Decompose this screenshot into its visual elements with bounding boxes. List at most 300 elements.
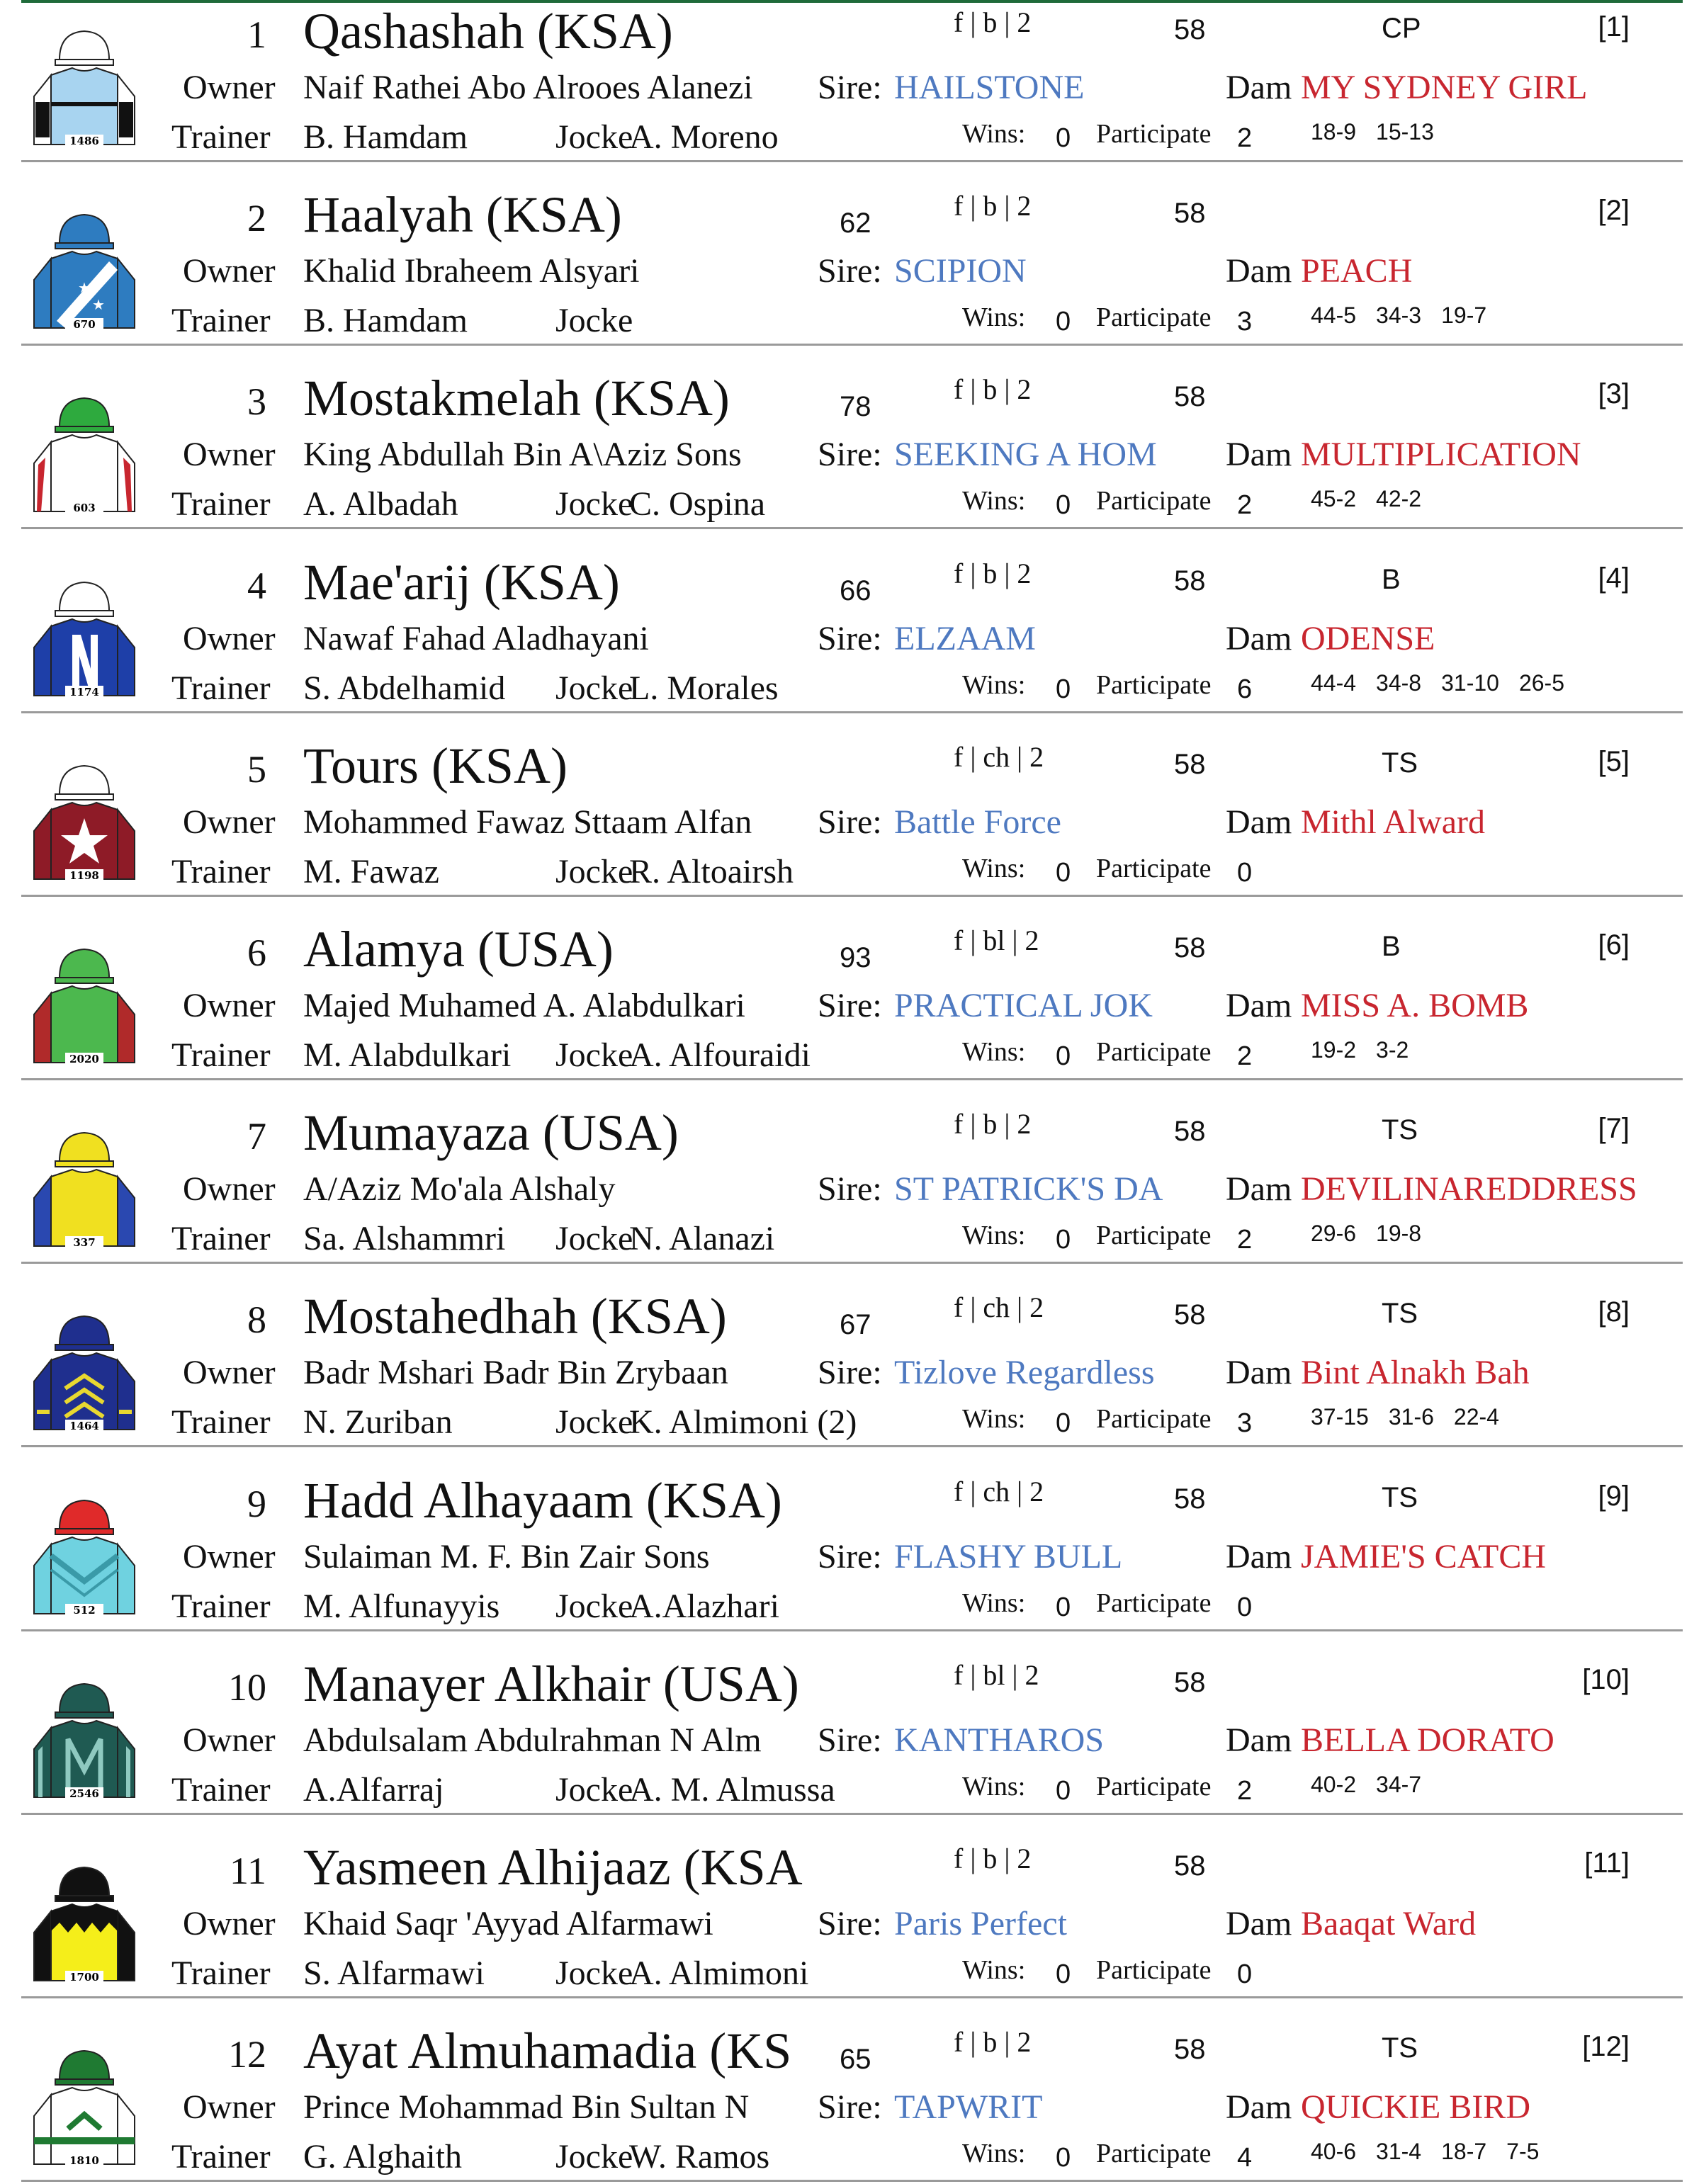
jockey-silk-icon (31, 202, 137, 335)
sex-color-age: f | b | 2 (954, 6, 1032, 38)
dam-label: Dam (1226, 1170, 1292, 1209)
jockey-label: Jocke (555, 852, 633, 890)
weight: 58 (1174, 14, 1206, 45)
sire-name: Paris Perfect (894, 1905, 1067, 1942)
wins-value: 0 (1056, 674, 1071, 704)
dam-label: Dam (1226, 2088, 1292, 2127)
trainer-label: Trainer (171, 852, 271, 890)
draw-position: [6] (1598, 929, 1630, 961)
owner-label: Owner (183, 69, 276, 106)
jockey-name: R. Altoairsh (629, 852, 794, 890)
row-divider (21, 527, 1683, 529)
participate-value: 2 (1237, 1041, 1253, 1071)
row-divider (21, 1813, 1683, 1815)
recent-form (1311, 120, 1454, 143)
jockey-name: C. Ospina (629, 485, 765, 524)
runner-number: 7 (247, 1115, 266, 1158)
form-result: 19-2 (1311, 1037, 1357, 1063)
owner-label: Owner (183, 252, 276, 290)
jockey-name: W. Ramos (629, 2138, 770, 2176)
sire-label: Sire: (813, 622, 882, 656)
runner-number: 3 (247, 380, 266, 424)
dam-label: Dam (1226, 803, 1292, 841)
recent-form (1311, 1039, 1428, 1061)
owner-name: Badr Mshari Badr Bin Zrybaan (303, 1354, 728, 1392)
dam-name: DEVILINAREDDRESS (1301, 1170, 1637, 1209)
rating: 78 (840, 391, 871, 423)
horse-name: Mumayaza (USA) (303, 1104, 679, 1162)
jockey-name: N. Alanazi (629, 1220, 775, 1258)
dam-name: MISS A. BOMB (1301, 987, 1529, 1024)
runner-entry (0, 1, 1699, 164)
trainer-label: Trainer (171, 1403, 271, 1442)
participate-value: 0 (1237, 857, 1253, 888)
row-divider (21, 895, 1683, 897)
trainer-label: Trainer (171, 1770, 271, 1809)
silk-number: 1486 (69, 135, 99, 147)
runner-entry (0, 2021, 1699, 2184)
trainer-name: A. Albadah (303, 485, 458, 524)
jockey-name: L. Morales (629, 669, 779, 707)
dam-label: Dam (1226, 1905, 1292, 1942)
silk-number: 1810 (69, 2154, 99, 2168)
silk-number: 337 (73, 1236, 96, 1250)
jockey-label: Jocke (555, 1403, 633, 1442)
sire-label: Sire: (813, 71, 882, 105)
wins-label: Wins: (962, 853, 1026, 883)
wins-label: Wins: (962, 2139, 1026, 2169)
dam-name: Bint Alnakh Bah (1301, 1354, 1530, 1392)
recent-form (1311, 487, 1441, 510)
wins-value: 0 (1056, 123, 1071, 153)
weight: 58 (1174, 1850, 1206, 1882)
sire-name: HAILSTONE (894, 69, 1085, 106)
form-result: 26-5 (1518, 669, 1564, 696)
horse-name: Tours (KSA) (303, 737, 568, 794)
rating: 67 (840, 1309, 871, 1341)
form-result: 18-9 (1311, 119, 1357, 145)
form-result: 15-13 (1376, 119, 1434, 145)
trainer-name: M. Alabdulkari (303, 1036, 512, 1074)
wins-value: 0 (1056, 307, 1071, 337)
owner-name: Prince Mohammad Bin Sultan N (303, 2088, 750, 2127)
participate-value: 0 (1237, 1592, 1253, 1622)
recent-form (1311, 1222, 1441, 1245)
equipment: TS (1382, 1114, 1418, 1146)
runner-number: 2 (247, 197, 266, 240)
row-divider (21, 344, 1683, 346)
silk-number: 512 (73, 1603, 96, 1617)
recent-form (1311, 1773, 1441, 1796)
equipment: TS (1382, 1481, 1418, 1513)
recent-form (1311, 2140, 1559, 2163)
draw-position: [8] (1598, 1296, 1630, 1328)
wins-label: Wins: (962, 1771, 1026, 1801)
row-divider (21, 2180, 1683, 2182)
owner-name: Khaid Saqr 'Ayyad Alfarmawi (303, 1905, 713, 1942)
weight: 58 (1174, 1116, 1206, 1148)
jockey-label: Jocke (555, 1587, 633, 1625)
wins-value: 0 (1056, 1959, 1071, 1989)
jockey-name: A. Moreno (629, 118, 779, 156)
trainer-name: B. Hamdam (303, 302, 468, 340)
weight: 58 (1174, 565, 1206, 596)
wins-value: 0 (1056, 2143, 1071, 2173)
equipment: B (1382, 563, 1401, 595)
participate-value: 2 (1237, 490, 1253, 521)
sex-color-age: f | b | 2 (954, 1108, 1032, 1141)
dam-label: Dam (1226, 69, 1292, 106)
rating: 93 (840, 942, 871, 973)
weight: 58 (1174, 1299, 1206, 1331)
jockey-name: A. Alfouraidi (629, 1036, 811, 1074)
recent-form (1311, 669, 1584, 696)
dam-label: Dam (1226, 619, 1292, 657)
draw-position: [9] (1598, 1480, 1630, 1512)
weight: 58 (1174, 198, 1206, 230)
jockey-name: A.Alazhari (629, 1587, 779, 1625)
owner-name: Abdulsalam Abdulrahman N Alm (303, 1721, 762, 1759)
sire-label: Sire: (813, 1172, 882, 1206)
horse-name: Manayer Alkhair (USA) (303, 1655, 799, 1712)
wins-value: 0 (1056, 1592, 1071, 1622)
owner-label: Owner (183, 1721, 276, 1759)
sire-name: Battle Force (894, 803, 1061, 841)
jockey-label: Jocke (555, 2138, 633, 2176)
participate-value: 2 (1237, 123, 1253, 153)
form-result: 31-10 (1441, 669, 1499, 696)
owner-name: Majed Muhamed A. Alabdulkari (303, 987, 745, 1024)
form-result: 40-6 (1311, 2139, 1357, 2165)
sex-color-age: f | ch | 2 (954, 740, 1044, 773)
dam-label: Dam (1226, 436, 1292, 474)
sire-label: Sire: (813, 1356, 882, 1390)
form-result: 44-4 (1311, 669, 1357, 696)
wins-label: Wins: (962, 669, 1026, 700)
jockey-label: Jocke (555, 485, 633, 524)
participate-value: 4 (1237, 2143, 1253, 2173)
owner-label: Owner (183, 2088, 276, 2127)
trainer-label: Trainer (171, 2138, 271, 2176)
wins-label: Wins: (962, 1221, 1026, 1251)
silk-number: 1464 (69, 1420, 99, 1433)
jockey-label: Jocke (555, 1954, 633, 1992)
participate-label: Participate (1096, 1955, 1212, 1985)
sire-label: Sire: (813, 1907, 882, 1941)
wins-value: 0 (1056, 490, 1071, 521)
trainer-label: Trainer (171, 1220, 271, 1258)
jockey-silk-icon (31, 1303, 137, 1437)
dam-name: QUICKIE BIRD (1301, 2088, 1530, 2127)
trainer-label: Trainer (171, 1587, 271, 1625)
weight: 58 (1174, 1483, 1206, 1515)
jockey-silk-icon (31, 2038, 137, 2171)
weight: 58 (1174, 1666, 1206, 1698)
sex-color-age: f | ch | 2 (954, 1475, 1044, 1507)
participate-value: 3 (1237, 307, 1253, 337)
silk-number: 1700 (69, 1971, 99, 1984)
runner-entry (0, 553, 1699, 715)
dam-name: MY SYDNEY GIRL (1301, 69, 1588, 106)
jockey-label: Jocke (555, 1770, 633, 1809)
owner-name: Sulaiman M. F. Bin Zair Sons (303, 1537, 710, 1575)
sire-name: SEEKING A HOM (894, 436, 1157, 474)
owner-label: Owner (183, 1905, 276, 1942)
row-divider (21, 160, 1683, 162)
runner-number: 5 (247, 747, 266, 791)
jockey-label: Jocke (555, 1220, 633, 1258)
row-divider (21, 1629, 1683, 1631)
form-result: 40-2 (1311, 1771, 1357, 1797)
runner-entry (0, 1103, 1699, 1266)
silk-number: 603 (73, 502, 96, 515)
sex-color-age: f | b | 2 (954, 373, 1032, 406)
silk-number: 1198 (69, 868, 99, 882)
draw-position: [10] (1582, 1663, 1630, 1695)
form-result: 19-8 (1376, 1221, 1422, 1247)
runner-number: 4 (247, 564, 266, 607)
trainer-label: Trainer (171, 118, 271, 156)
wins-label: Wins: (962, 486, 1026, 516)
horse-name: Alamya (USA) (303, 921, 614, 978)
dam-label: Dam (1226, 1537, 1292, 1575)
sire-name: SCIPION (894, 252, 1027, 290)
jockey-name: A. Almimoni (629, 1954, 809, 1992)
row-divider (21, 1445, 1683, 1447)
jockey-silk-icon (31, 937, 137, 1070)
silk-number: 2546 (69, 1787, 99, 1800)
trainer-label: Trainer (171, 485, 271, 524)
owner-name: Khalid Ibraheem Alsyari (303, 252, 640, 290)
sire-name: TAPWRIT (894, 2088, 1043, 2127)
form-result: 7-5 (1506, 2139, 1540, 2165)
trainer-name: S. Alfarmawi (303, 1954, 485, 1992)
owner-name: A/Aziz Mo'ala Alshaly (303, 1170, 616, 1209)
owner-label: Owner (183, 1537, 276, 1575)
wins-label: Wins: (962, 1037, 1026, 1067)
jockey-silk-icon (31, 570, 137, 703)
trainer-name: A.Alfarraj (303, 1770, 444, 1809)
svg-text:★: ★ (78, 279, 91, 297)
owner-label: Owner (183, 803, 276, 841)
draw-position: [3] (1598, 378, 1630, 410)
sex-color-age: f | b | 2 (954, 557, 1032, 589)
form-result: 34-7 (1376, 1771, 1422, 1797)
row-divider (21, 1078, 1683, 1080)
dam-label: Dam (1226, 252, 1292, 290)
draw-position: [7] (1598, 1113, 1630, 1145)
sire-label: Sire: (813, 1724, 882, 1758)
jockey-name: A. M. Almussa (629, 1770, 835, 1809)
runner-number: 6 (247, 932, 266, 974)
participate-value: 0 (1237, 1959, 1253, 1989)
trainer-label: Trainer (171, 302, 271, 340)
dam-name: BELLA DORATO (1301, 1721, 1554, 1759)
trainer-name: S. Abdelhamid (303, 669, 506, 707)
dam-label: Dam (1226, 987, 1292, 1024)
form-result: 34-8 (1376, 669, 1422, 696)
runner-entry (0, 920, 1699, 1082)
horse-name: Yasmeen Alhijaaz (KSA (303, 1839, 803, 1896)
trainer-label: Trainer (171, 1036, 271, 1074)
horse-name: Qashashah (KSA) (303, 3, 673, 60)
wins-label: Wins: (962, 302, 1026, 333)
sire-name: KANTHAROS (894, 1721, 1105, 1759)
jockey-silk-icon (31, 1488, 137, 1621)
runner-number: 8 (247, 1298, 266, 1342)
sex-color-age: f | b | 2 (954, 1843, 1032, 1874)
dam-name: ODENSE (1301, 619, 1435, 657)
trainer-name: M. Fawaz (303, 852, 439, 890)
weight: 58 (1174, 381, 1206, 413)
runner-entry (0, 1286, 1699, 1449)
row-divider (21, 711, 1683, 713)
rating: 66 (840, 575, 871, 606)
silk-number: 670 (73, 318, 96, 332)
equipment: TS (1382, 1298, 1418, 1330)
rating: 65 (840, 2044, 871, 2076)
row-divider (21, 1262, 1683, 1264)
equipment: TS (1382, 747, 1418, 779)
dam-name: Mithl Alward (1301, 803, 1485, 841)
trainer-label: Trainer (171, 669, 271, 707)
participate-label: Participate (1096, 2139, 1212, 2169)
weight: 58 (1174, 932, 1206, 963)
owner-label: Owner (183, 1354, 276, 1392)
form-result: 18-7 (1441, 2139, 1487, 2165)
dam-name: Baaqat Ward (1301, 1905, 1477, 1942)
sire-label: Sire: (813, 438, 882, 472)
owner-name: Mohammed Fawaz Sttaam Alfan (303, 803, 752, 841)
runner-entry (0, 736, 1699, 899)
dam-name: MULTIPLICATION (1301, 436, 1581, 474)
wins-value: 0 (1056, 1041, 1071, 1071)
sex-color-age: f | bl | 2 (954, 1658, 1039, 1691)
jockey-silk-icon (31, 753, 137, 886)
form-result: 34-3 (1376, 302, 1422, 329)
owner-label: Owner (183, 987, 276, 1024)
jockey-silk-icon (31, 1120, 137, 1253)
sire-label: Sire: (813, 254, 882, 288)
trainer-label: Trainer (171, 1954, 271, 1992)
form-result: 37-15 (1311, 1404, 1369, 1430)
sire-name: FLASHY BULL (894, 1537, 1123, 1575)
trainer-name: B. Hamdam (303, 118, 468, 156)
trainer-name: Sa. Alshammri (303, 1220, 506, 1258)
horse-name: Haalyah (KSA) (303, 186, 622, 244)
trainer-name: N. Zuriban (303, 1403, 453, 1442)
svg-text:★: ★ (92, 296, 105, 314)
form-result: 3-2 (1376, 1037, 1409, 1063)
sire-label: Sire: (813, 805, 882, 839)
jockey-label: Jocke (555, 1036, 633, 1074)
runner-entry (0, 1471, 1699, 1634)
participate-label: Participate (1096, 1037, 1212, 1067)
sire-name: ELZAAM (894, 619, 1036, 657)
participate-value: 2 (1237, 1775, 1253, 1806)
participate-value: 2 (1237, 1225, 1253, 1255)
runner-entry (0, 1654, 1699, 1817)
jockey-silk-icon (31, 1671, 137, 1804)
owner-name: Nawaf Fahad Aladhayani (303, 619, 649, 657)
form-result: 45-2 (1311, 486, 1357, 512)
jockey-label: Jocke (555, 302, 633, 340)
horse-name: Mae'arij (KSA) (303, 553, 620, 611)
owner-label: Owner (183, 1170, 276, 1209)
owner-label: Owner (183, 436, 276, 474)
participate-label: Participate (1096, 302, 1212, 333)
horse-name: Hadd Alhayaam (KSA) (303, 1471, 782, 1529)
jockey-label: Jocke (555, 669, 633, 707)
participate-label: Participate (1096, 1588, 1212, 1618)
jockey-label: Jocke (555, 118, 633, 156)
wins-value: 0 (1056, 1225, 1071, 1255)
participate-value: 6 (1237, 674, 1253, 704)
weight: 58 (1174, 2034, 1206, 2066)
silk-number: 2020 (69, 1053, 99, 1065)
participate-label: Participate (1096, 486, 1212, 516)
form-result: 22-4 (1453, 1404, 1499, 1430)
draw-position: [4] (1598, 562, 1630, 594)
wins-label: Wins: (962, 1955, 1026, 1985)
runner-number: 11 (230, 1850, 266, 1892)
participate-label: Participate (1096, 1404, 1212, 1435)
sex-color-age: f | ch | 2 (954, 1291, 1044, 1324)
sire-name: PRACTICAL JOK (894, 987, 1153, 1024)
runner-number: 12 (228, 2033, 266, 2076)
horse-name: Mostakmelah (KSA) (303, 370, 730, 427)
participate-value: 3 (1237, 1408, 1253, 1439)
runner-number: 10 (228, 1665, 266, 1709)
draw-position: [2] (1598, 195, 1630, 227)
dam-label: Dam (1226, 1354, 1292, 1392)
participate-label: Participate (1096, 853, 1212, 883)
form-result: 42-2 (1376, 486, 1422, 512)
silk-number: 1174 (69, 685, 99, 698)
wins-label: Wins: (962, 119, 1026, 149)
runner-number: 1 (247, 13, 266, 56)
owner-name: King Abdullah Bin A\Aziz Sons (303, 436, 742, 474)
form-result: 31-6 (1388, 1404, 1434, 1430)
runner-entry (0, 185, 1699, 348)
recent-form (1311, 1405, 1519, 1428)
jockey-name: K. Almimoni (2) (629, 1403, 857, 1442)
draw-position: [12] (1582, 2031, 1630, 2063)
jockey-silk-icon (31, 18, 137, 152)
horse-name: Ayat Almuhamadia (KS (303, 2022, 792, 2080)
runner-entry (0, 1838, 1699, 2001)
horse-name: Mostahedhah (KSA) (303, 1288, 727, 1345)
rating: 62 (840, 208, 871, 239)
sire-name: ST PATRICK'S DA (894, 1170, 1163, 1209)
form-result: 29-6 (1311, 1221, 1357, 1247)
jockey-silk-icon (31, 385, 137, 519)
equipment: B (1382, 931, 1401, 962)
trainer-name: M. Alfunayyis (303, 1587, 500, 1625)
equipment: TS (1382, 2032, 1418, 2064)
runner-entry (0, 368, 1699, 531)
equipment: CP (1382, 13, 1421, 44)
sire-label: Sire: (813, 989, 882, 1023)
weight: 58 (1174, 748, 1206, 780)
sex-color-age: f | b | 2 (954, 2026, 1032, 2059)
wins-value: 0 (1056, 1408, 1071, 1439)
wins-label: Wins: (962, 1588, 1026, 1618)
participate-label: Participate (1096, 669, 1212, 700)
draw-position: [1] (1598, 11, 1630, 43)
wins-label: Wins: (962, 1404, 1026, 1435)
form-result: 44-5 (1311, 302, 1357, 329)
